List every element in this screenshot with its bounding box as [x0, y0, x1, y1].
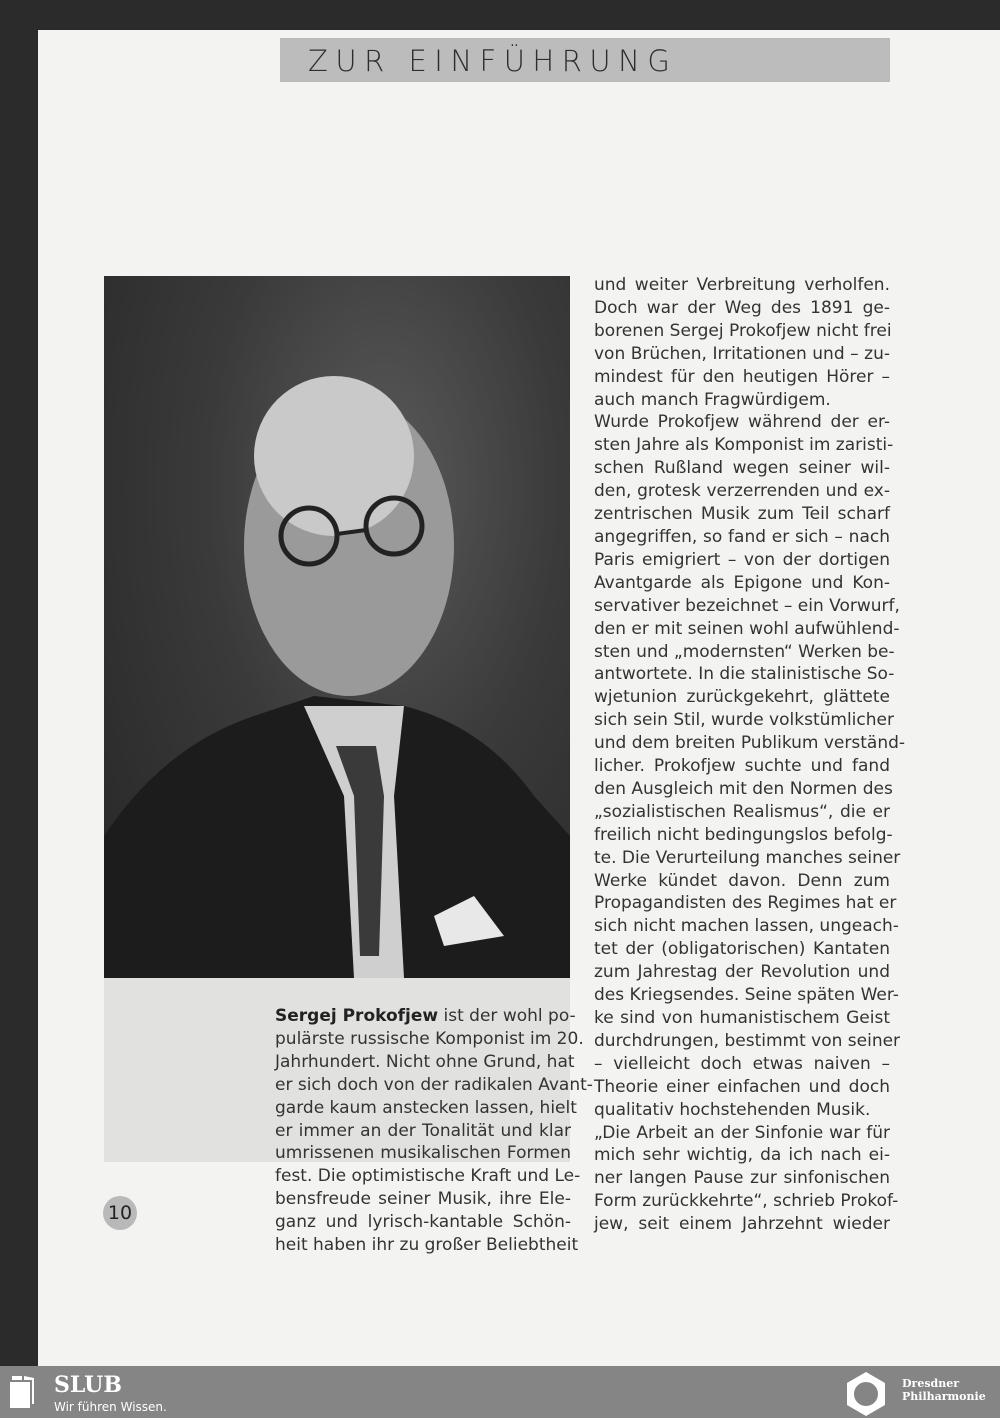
philharmonie-logo-icon	[843, 1371, 889, 1417]
philharmonie-line2: Philharmonie	[902, 1390, 986, 1403]
slub-logo-text[interactable]: SLUB	[54, 1372, 122, 1398]
body-line: wjetunion zurückgekehrt, glättete	[594, 687, 890, 708]
caption-bold-name: Sergej Prokofjew	[275, 1006, 439, 1026]
body-line: Wurde Prokofjew während der er-	[594, 412, 890, 433]
body-line: sten Jahre als Komponist im zaristi-	[594, 435, 894, 456]
body-line: Doch war der Weg des 1891 ge-	[594, 297, 890, 318]
body-line: durchdrungen, bestimmt von seiner	[594, 1030, 901, 1051]
caption-line: pulärste russische Komponist im 20.	[275, 1028, 584, 1049]
body-line: sich nicht machen lassen, ungeach-	[594, 916, 899, 937]
body-line: borenen Sergej Prokofjew nicht frei	[594, 320, 892, 341]
body-line: antwortete. In die stalinistische So-	[594, 664, 895, 685]
body-line: servativer bezeichnet – ein Vorwurf,	[594, 595, 900, 616]
caption-line: er sich doch von der radikalen Avant-	[275, 1074, 593, 1095]
caption-line: garde kaum anstecken lassen, hielt	[275, 1097, 577, 1118]
body-line: und weiter Verbreitung verholfen.	[594, 275, 890, 295]
body-line: Theorie einer einfachen und doch	[594, 1076, 890, 1097]
slub-tagline: Wir führen Wissen.	[54, 1400, 167, 1414]
section-title: ZUR EINFÜHRUNG	[308, 44, 678, 78]
body-line: mindest für den heutigen Hörer –	[594, 366, 890, 387]
body-line: ner langen Pause zur sinfonischen	[594, 1168, 890, 1189]
caption-line: umrissenen musikalischen Formen	[275, 1143, 571, 1164]
body-line: zum Jahrestag der Revolution und	[594, 962, 890, 983]
caption-line: fest. Die optimistische Kraft und Le-	[275, 1166, 581, 1187]
portrait-photo	[104, 276, 570, 978]
body-line: auch manch Fragwürdigem.	[594, 389, 831, 410]
body-line: freilich nicht bedingungslos befolg-	[594, 824, 893, 845]
caption-line: er immer an der Tonalität und klar	[275, 1120, 571, 1141]
body-line: sich sein Stil, wurde volkstümlicher	[594, 710, 894, 731]
body-text-column	[594, 274, 906, 1236]
body-line: mich sehr wichtig, da ich nach ei-	[594, 1145, 890, 1166]
body-line: des Kriegsendes. Seine späten Wer-	[594, 985, 899, 1006]
body-line: Paris emigriert – von der dortigen	[594, 549, 890, 570]
body-line: zentrischen Musik zum Teil scharf	[594, 504, 890, 525]
caption-line	[275, 1005, 576, 1028]
body-line: sten und „modernsten“ Werken be-	[594, 641, 895, 662]
body-line: qualitativ hochstehenden Musik.	[594, 1099, 871, 1120]
body-line: tet der (obligatorischen) Kantaten	[594, 939, 890, 960]
body-line: Form zurückkehrte“, schrieb Prokof-	[594, 1191, 899, 1212]
caption-line-text: ist der wohl po-	[438, 1006, 576, 1026]
body-line: von Brüchen, Irritationen und – zu-	[594, 343, 890, 364]
body-line: den Ausgleich mit den Normen des	[594, 778, 893, 799]
body-line: „sozialistischen Realismus“, die er	[594, 801, 890, 822]
photo-caption	[275, 1005, 593, 1257]
body-line: te. Die Verurteilung manches seiner	[594, 847, 901, 868]
body-line: angegriffen, so fand er sich – nach	[594, 526, 890, 547]
body-line: jew, seit einem Jahrzehnt wieder	[594, 1214, 890, 1235]
caption-line: Jahrhundert. Nicht ohne Grund, hat	[275, 1051, 575, 1072]
caption-line: ganz und lyrisch-kantable Schön-	[275, 1212, 571, 1233]
body-line: licher. Prokofjew suchte und fand	[594, 756, 890, 777]
body-line: schen Rußland wegen seiner wil-	[594, 458, 890, 479]
caption-line: heit haben ihr zu großer Beliebtheit	[275, 1235, 579, 1256]
body-line: „Die Arbeit an der Sinfonie war für	[594, 1122, 890, 1143]
footer-bar	[0, 1366, 1000, 1418]
page-number: 10	[103, 1196, 137, 1230]
caption-line: bensfreude seiner Musik, ihre Ele-	[275, 1189, 571, 1210]
slub-book-icon	[8, 1374, 42, 1410]
body-line: Avantgarde als Epigone und Kon-	[594, 572, 890, 593]
body-line: ke sind von humanistischem Geist	[594, 1008, 890, 1028]
body-line: Propagandisten des Regimes hat er	[594, 893, 897, 914]
philharmonie-name[interactable]	[902, 1377, 986, 1403]
philharmonie-line1: Dresdner	[902, 1377, 960, 1390]
body-line: und dem breiten Publikum verständ-	[594, 733, 906, 754]
body-line: den er mit seinen wohl aufwühlend-	[594, 618, 900, 639]
body-line: – vielleicht doch etwas naiven –	[594, 1053, 890, 1074]
body-line: den, grotesk verzerrenden und ex-	[594, 481, 890, 502]
body-line: Werke kündet davon. Denn zum	[594, 870, 890, 891]
